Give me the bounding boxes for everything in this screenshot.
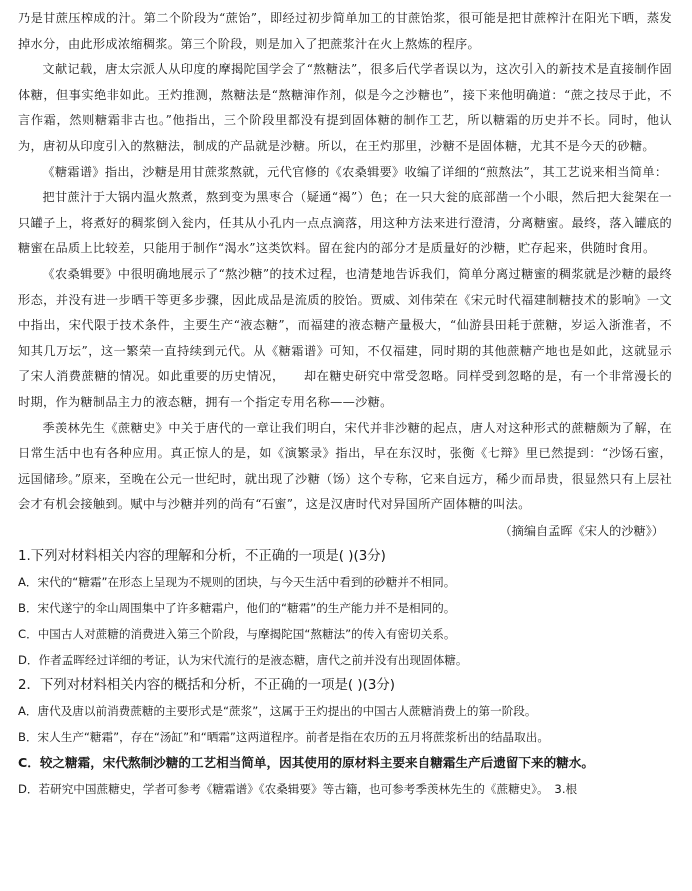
source-citation: （摘编自孟晖《宋人的沙糖》） <box>499 523 664 538</box>
passage-paragraph-0: 乃是甘蔗压榨成的汁。第二个阶段为“蔗饴”，即经过初步简单加工的甘蔗饴浆，很可能是把甘蔗榨汁在阳光下晒，蒸发掉水分，由此形成浓缩稠浆。第三个阶段，则是加入了把蔗浆汁在火上熬炼的程序。 <box>18 11 672 51</box>
passage <box>18 6 672 518</box>
question-stem: 2．下列对材料相关内容的概括和分析，不正确的一项是( )(3分) <box>18 677 395 693</box>
question-option-a: A．唐代及唐以前消费蔗糖的主要形式是“蔗浆”，这属于王灼提出的中国古人蔗糖消费上的第一阶段。 <box>18 703 537 718</box>
passage-paragraph-5: 季羡林先生《蔗糖史》中关于唐代的一章让我们明白，宋代并非沙糖的起点，唐人对这种形式的蔗糖颇为了解，在日常生活中也有各种应用。真正惊人的是，如《演繁录》指出，早在东汉时，张衡《七辩》里已然提到：“沙饧石蜜，远国储珍。”原来，至晚在公元一世纪时，就出现了沙糖（饧）这个专称，它来自远方，稀少而昂贵，很显然只有上层社会才有机会接触到。赋中与沙糖并列的尚有“石蜜”，这是汉唐时代对异国所产固体糖的叫法。 <box>18 420 672 512</box>
question-option-c: C．较之糖霜，宋代熬制沙糖的工艺相当简单，因其使用的原材料主要来自糖霜生产后遗留下来的糖水。 <box>18 754 594 770</box>
passage-paragraph-4: 《农桑辑要》中很明确地展示了“熬沙糖”的技术过程，也清楚地告诉我们，简单分离过糖蜜的稠浆就是沙糖的最终形态，并没有进一步晒干等更多步骤，因此成品是流质的胶饴。贾威、刘伟荣在《宋元时代福建制糖技术的影响》一文中指出，宋代限于技术条件，主要生产“液态糖”，而福建的液态糖产量极大，“仙游县田耗于蔗糖，岁运入浙淮者，不知其几万坛”，这一繁荣一直持续到元代。从《糖霜谱》可知，不仅福建，同时期的其他蔗糖产地也是如此，这就显示了宋人消费蔗糖的情况。如此重要的历史情况， 却在糖史研究中常受忽略。同样受到忽略的是，有一个非常漫长的时期，作为糖制品主力的液态糖，拥有一个指定专用名称——沙糖。 <box>18 266 672 409</box>
passage-paragraph-1: 文献记载，唐太宗派人从印度的摩揭陀国学会了“熬糖法”，很多后代学者误以为，这次引入的新技术是直接制作固体糖，但事实绝非如此。王灼推测，熬糖法是“熬糖渖作剂，似是今之沙糖也”，接下来他明确道：“蔗之技尽于此，不言作霜，然则糖霜非古也。”他指出，三个阶段里都没有提到固体糖的制作工艺，所以糖霜的历史并不长。同时，他认为，唐初从印度引入的熬糖法，制成的产品就是沙糖。所以，在王灼那里，沙糖不是固体糖，尤其不是今天的砂糖。 <box>18 62 672 153</box>
question-option-a: A．宋代的“糖霜”在形态上呈现为不规则的团块，与今天生活中看到的砂糖并不相同。 <box>18 574 456 589</box>
passage-paragraph-2: 《糖霜谱》指出，沙糖是用甘蔗浆熬就，元代官修的《农桑辑要》收编了详细的“煎熬法”，其工艺说来相当简单： <box>42 164 668 179</box>
question-option-d: D．若研究中国蔗糖史，学者可参考《糖霜谱》《农桑辑要》等古籍，也可参考季羡林先生的《蔗糖史》。 3.根 <box>18 781 578 796</box>
question-option-b: B．宋人生产“糖霜”，存在“汤缸”和“晒霜”这两道程序。前者是指在农历的五月将蔗浆析出的结晶取出。 <box>18 729 549 744</box>
passage-paragraph-3: 把甘蔗汁于大锅内温火熬煮，熬到变为黑枣合（疑通“褐”）色；在一只大瓮的底部凿一个小眼，然后把大瓮架在一只罐子上，将煮好的稠浆倒入瓮内，任其从小孔内一点点滴落，用这种方法来进行澄清，分离糖蜜。最终，落入罐底的糖蜜在品质上比较差，只能用于制作“渴水”这类饮料。留在瓮内的部分才是质量好的沙糖，贮存起来，供随时食用。 <box>18 190 672 256</box>
question-option-c: C．中国古人对蔗糖的消费进入第三个阶段，与摩揭陀国“熬糖法”的传入有密切关系。 <box>18 626 456 641</box>
question-stem: 1.下列对材料相关内容的理解和分析，不正确的一项是( )(3分) <box>18 548 386 564</box>
question-option-b: B．宋代遂宁的伞山周围集中了许多糖霜户，他们的“糖霜”的生产能力并不是相同的。 <box>18 600 456 615</box>
question-1 <box>18 544 672 673</box>
question-option-d: D．作者孟晖经过详细的考证，认为宋代流行的是液态糖，唐代之前并没有出现固体糖。 <box>18 652 468 667</box>
question-2 <box>18 673 672 802</box>
